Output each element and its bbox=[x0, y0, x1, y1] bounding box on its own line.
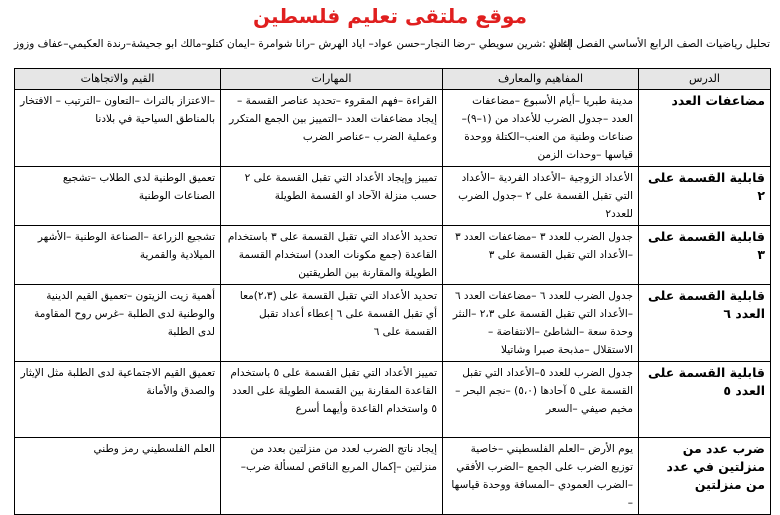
header-concepts: المفاهيم والمعارف bbox=[443, 69, 639, 90]
table-row bbox=[15, 90, 771, 167]
concepts-cell: يوم الأرض –العلم الفلسطيني –خاصية توزيع الضرب على الجمع –الضرب الأفقي –الضرب العمودي –المسافة ووحدة قياسها – bbox=[443, 438, 639, 515]
skills-cell: إيجاد ناتج الضرب لعدد من منزلتين بعدد من منزلتين –إكمال المربع الناقص لمسألة ضرب– bbox=[221, 438, 443, 515]
values-cell: أهمية زيت الزيتون –تعميق القيم الدينية والوطنية لدى الطلبة –غرس روح المقاومة لدى الطلبة bbox=[15, 285, 221, 362]
values-cell: تعميق القيم الاجتماعية لدى الطلبة مثل الإيثار والصدق والأمانة bbox=[15, 362, 221, 438]
table-row bbox=[15, 438, 771, 515]
skills-cell: تمييز الأعداد التي تقبل القسمة على ٥ باستخدام القاعدة المقارنة بين القسمة الطويلة على العدد ٥ واستخدام القاعدة وأيهما أسرع bbox=[221, 362, 443, 438]
subject-text: تحليل رياضيات الصف الرابع الأساسي الفصل الثاني bbox=[548, 38, 770, 50]
info-row bbox=[14, 38, 770, 56]
lesson-cell: قابلية القسمة على العدد ٦ bbox=[639, 285, 771, 362]
header-lesson: الدرس bbox=[639, 69, 771, 90]
concepts-cell: الأعداد الزوجية –الأعداد الفردية –الأعداد التي تقبل القسمة على ٢ –جدول الضرب للعدد٢ bbox=[443, 167, 639, 226]
concepts-cell: جدول الضرب للعدد ٥–الأعداد التي تقبل القسمة على ٥ آحادها (٥،٠) –نجم البحر –مخيم صيفي –السعر bbox=[443, 362, 639, 438]
concepts-cell: مدينة طبريا –أيام الأسبوع –مضاعفات العدد –جدول الضرب للأعداد من (١–٩)– صناعات وطنية من العنب–الكتلة ووحدة قياسها –وحدات الزمن bbox=[443, 90, 639, 167]
skills-cell: القراءة –فهم المقروء –تحديد عناصر القسمة – إيجاد مضاعفات العدد –التمييز بين الجمع المتكرر وعملية الضرب –عناصر الضرب bbox=[221, 90, 443, 167]
table-row bbox=[15, 285, 771, 362]
lesson-cell: قابلية القسمة على ٢ bbox=[639, 167, 771, 226]
page-title: موقع ملتقى تعليم فلسطين bbox=[253, 4, 527, 28]
lesson-cell: قابلية القسمة على ٣ bbox=[639, 226, 771, 285]
table-header-row bbox=[15, 69, 771, 90]
table-row bbox=[15, 167, 771, 226]
table-row bbox=[15, 226, 771, 285]
values-cell: تعميق الوطنية لدى الطلاب –تشجيع الصناعات الوطنية bbox=[15, 167, 221, 226]
skills-cell: تحديد الأعداد التي تقبل القسمة على (٢،٣)معا أي تقبل القسمة على ٦ إعطاء أعداد تقبل القسمة على ٦ bbox=[221, 285, 443, 362]
lesson-cell: مضاعفات العدد bbox=[639, 90, 771, 167]
header-skills: المهارات bbox=[221, 69, 443, 90]
lesson-cell: ضرب عدد من منزلتين في عدد من منزلتين bbox=[639, 438, 771, 515]
header-values: القيم والاتجاهات bbox=[15, 69, 221, 90]
values-cell: –الاعتزاز بالتراث –التعاون –الترتيب – الافتخار بالمناطق السياحية في بلادنا bbox=[15, 90, 221, 167]
skills-cell: تمييز وإيجاد الأعداد التي تقبل القسمة على ٢ حسب منزلة الآحاد او القسمة الطويلة bbox=[221, 167, 443, 226]
concepts-cell: جدول الضرب للعدد ٦ –مضاعفات العدد ٦ –الأعداد التي تقبل القسمة على ٢،٣ –النثر وحدة سعة –الشاطئ –الانتفاضة – الاستقلال –مذبحة صبرا وشاتيلا bbox=[443, 285, 639, 362]
skills-cell: تحديد الأعداد التي تقبل القسمة على ٣ باستخدام القاعدة (جمع مكونات العدد) استخدام القسمة الطويلة والمقارنة بين الطريقتين bbox=[221, 226, 443, 285]
values-cell: تشجيع الزراعة –الصناعة الوطنية –الأشهر الميلادية والقمرية bbox=[15, 226, 221, 285]
table-row bbox=[15, 362, 771, 438]
lesson-cell: قابلية القسمة على العدد ٥ bbox=[639, 362, 771, 438]
analysis-table bbox=[14, 68, 771, 515]
concepts-cell: جدول الضرب للعدد ٣ –مضاعفات العدد ٣ –الأعداد التي تقبل القسمة على ٣ bbox=[443, 226, 639, 285]
values-cell: العلم الفلسطيني رمز وطني bbox=[15, 438, 221, 515]
prepared-by-text: إعداد :شرين سويطي –رضا النجار–حسن عواد– اياد الهرش –رانا شوامرة –ايمان كتلو–مالك ابو جحيشة–رندة العكيمي–عفاف وزوز bbox=[14, 38, 572, 50]
